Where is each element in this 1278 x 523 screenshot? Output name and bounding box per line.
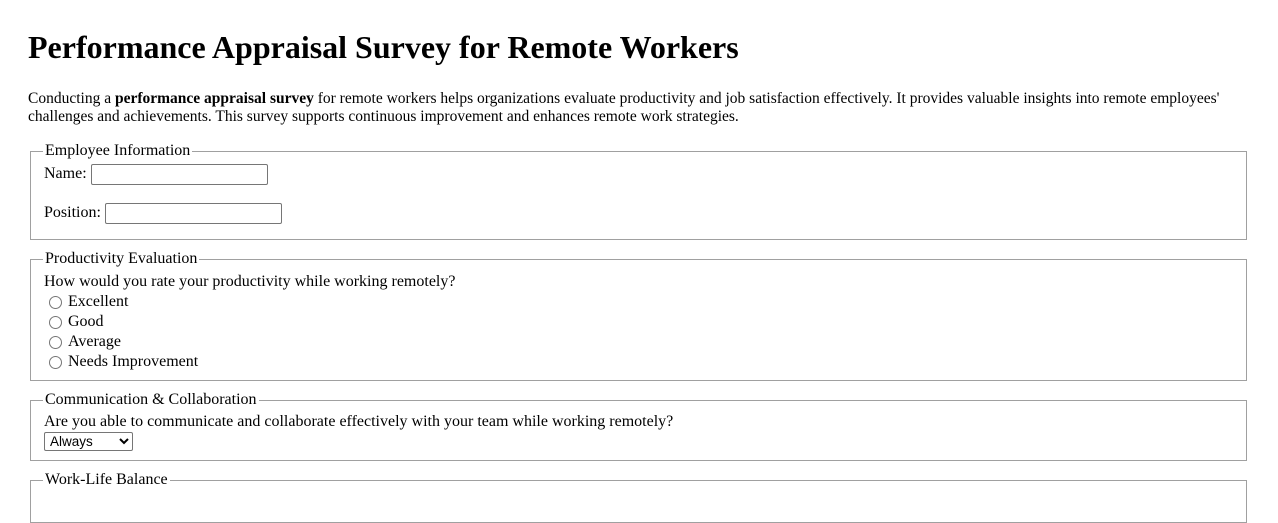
communication-question: Are you able to communicate and collaborate effectively with your team while working remotely? xyxy=(44,413,674,430)
communication-select[interactable] xyxy=(44,432,133,451)
page-title: Performance Appraisal Survey for Remote Workers xyxy=(28,29,739,65)
radio-option[interactable] xyxy=(44,292,1232,312)
section-legend: Work-Life Balance xyxy=(45,471,168,488)
name-input[interactable] xyxy=(91,164,268,185)
position-label: Position: xyxy=(44,204,101,221)
section-legend: Communication & Collaboration xyxy=(45,391,257,408)
productivity-section xyxy=(30,250,1247,381)
radio-average[interactable] xyxy=(49,336,62,349)
radio-option[interactable] xyxy=(44,352,1232,372)
productivity-question: How would you rate your productivity while working remotely? xyxy=(44,273,456,290)
radio-good[interactable] xyxy=(49,316,62,329)
name-label: Name: xyxy=(44,165,87,182)
radio-option[interactable] xyxy=(44,312,1232,332)
section-legend: Productivity Evaluation xyxy=(45,250,198,267)
intro-paragraph xyxy=(28,90,1249,126)
position-input[interactable] xyxy=(105,203,282,224)
radio-label: Excellent xyxy=(68,293,129,310)
section-legend: Employee Information xyxy=(45,142,191,159)
intro-text: Conducting a xyxy=(28,90,115,107)
radio-needs-improvement[interactable] xyxy=(49,356,62,369)
communication-section xyxy=(30,391,1247,461)
work-life-balance-section xyxy=(30,471,1247,523)
intro-text-rest: for remote workers helps organizations evaluate productivity and job satisfaction effectively. It provides valuable insights into remote employees' challenges and achievements. This survey supports continuous improvement and enhances remote work strategies. xyxy=(28,90,1220,125)
radio-label: Needs Improvement xyxy=(68,353,199,370)
employee-information-section xyxy=(30,142,1247,240)
intro-bold: performance appraisal survey xyxy=(114,90,314,107)
radio-option[interactable] xyxy=(44,332,1232,352)
radio-label: Average xyxy=(68,333,121,350)
radio-excellent[interactable] xyxy=(49,296,62,309)
radio-label: Good xyxy=(68,313,104,330)
